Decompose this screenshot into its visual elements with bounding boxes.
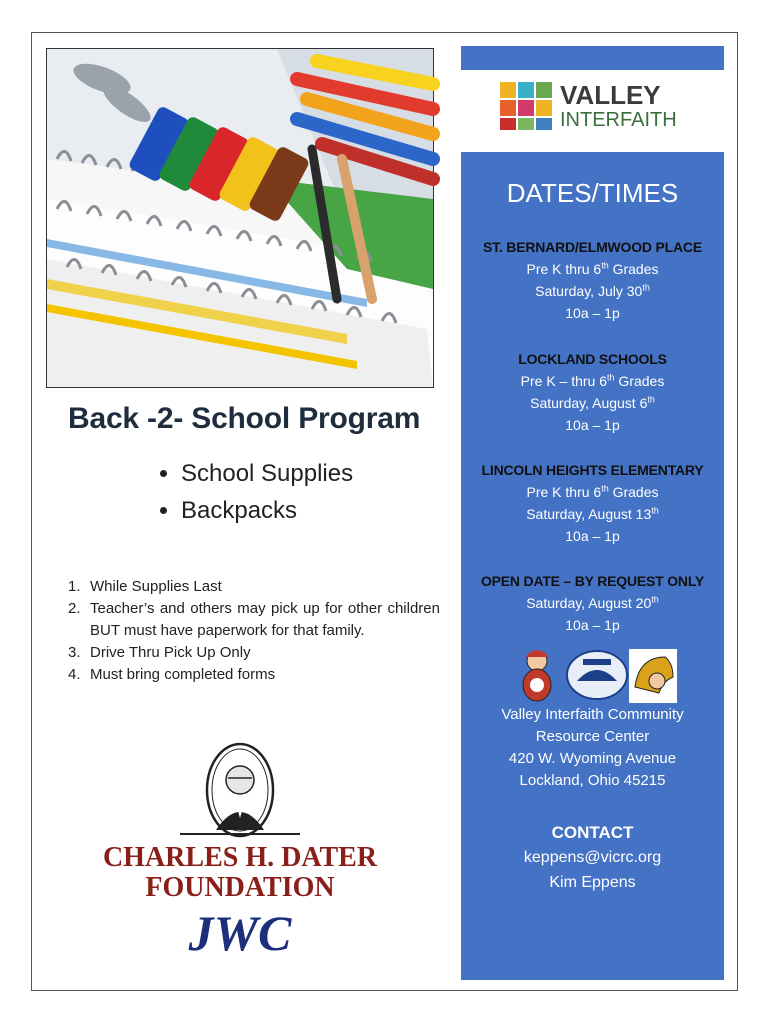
- bullet-text: Backpacks: [181, 496, 298, 524]
- foundation-name: CHARLES H. DATER: [102, 842, 378, 873]
- grade-range: Pre K thru 6th Grades: [526, 260, 659, 277]
- event-date: Saturday, August 13th: [526, 505, 659, 522]
- contact-name: Kim Eppens: [549, 874, 636, 891]
- contact-block: [461, 820, 724, 895]
- bullet-text: School Supplies: [181, 459, 354, 487]
- valley-interfaith-logo: [498, 80, 688, 132]
- foundation-subtitle: FOUNDATION: [145, 872, 335, 903]
- list-item: [160, 455, 353, 492]
- rule-text: While Supplies Last: [90, 578, 222, 595]
- bullet-icon: [160, 507, 167, 514]
- event-time: 10a – 1p: [565, 617, 620, 633]
- jwc-mark: JWC: [188, 905, 292, 961]
- rules-numbered-list: [68, 576, 440, 686]
- location-section-lockland: [461, 348, 724, 436]
- location-name: OPEN DATE – BY REQUEST ONLY: [480, 573, 705, 589]
- event-time: 10a – 1p: [565, 305, 620, 321]
- list-item: 4. Must bring completed forms: [68, 664, 440, 686]
- contact-heading: CONTACT: [551, 823, 634, 842]
- school-emblems: [511, 647, 681, 705]
- event-date: Saturday, August 20th: [526, 594, 659, 611]
- supplies-bullet-list: [160, 455, 353, 529]
- event-date: Saturday, July 30th: [535, 282, 650, 299]
- location-section-lincoln-heights: [461, 459, 724, 547]
- dates-heading: DATES/TIMES: [506, 178, 679, 208]
- pioneer-mascot-icon: [523, 650, 551, 701]
- dates-panel: [461, 152, 724, 980]
- school-supplies-photo: [46, 48, 434, 388]
- logo-word-valley: VALLEY: [560, 80, 661, 110]
- event-time: 10a – 1p: [565, 528, 620, 544]
- rule-text: Teacher’s and others may pick up for other children BUT must have paperwork for that family.: [90, 600, 440, 639]
- lockland-emblem-icon: [567, 651, 627, 699]
- logo-word-interfaith: INTERFAITH: [560, 109, 677, 131]
- location-name: LINCOLN HEIGHTS ELEMENTARY: [481, 462, 704, 478]
- location-name: LOCKLAND SCHOOLS: [518, 351, 667, 367]
- header-accent-bar: [461, 46, 724, 70]
- event-time: 10a – 1p: [565, 417, 620, 433]
- trojan-mascot-icon: [629, 649, 677, 703]
- contact-email[interactable]: keppens@vicrc.org: [523, 849, 662, 866]
- location-section-st-bernard: [461, 236, 724, 324]
- list-item: 3. Drive Thru Pick Up Only: [68, 642, 440, 664]
- location-section-open-date: [461, 570, 724, 636]
- rule-text: Must bring completed forms: [90, 666, 276, 683]
- dater-foundation-logo: [102, 742, 378, 961]
- resource-center-address: Valley Interfaith Community Resource Center 420 W. Wyoming Avenue Lockland, Ohio 45215: [501, 706, 684, 789]
- program-title: Back -2- School Program: [68, 402, 421, 435]
- list-item: [160, 492, 353, 529]
- grade-range: Pre K – thru 6th Grades: [520, 372, 665, 389]
- location-name: ST. BERNARD/ELMWOOD PLACE: [482, 239, 702, 255]
- list-item: 2. Teacher’s and others may pick up for other children BUT must have paperwork for that family.: [68, 598, 440, 642]
- event-date: Saturday, August 6th: [530, 394, 655, 411]
- list-item: 1. While Supplies Last: [68, 576, 440, 598]
- bullet-icon: [160, 470, 167, 477]
- grade-range: Pre K thru 6th Grades: [526, 483, 659, 500]
- rule-text: Drive Thru Pick Up Only: [90, 644, 251, 661]
